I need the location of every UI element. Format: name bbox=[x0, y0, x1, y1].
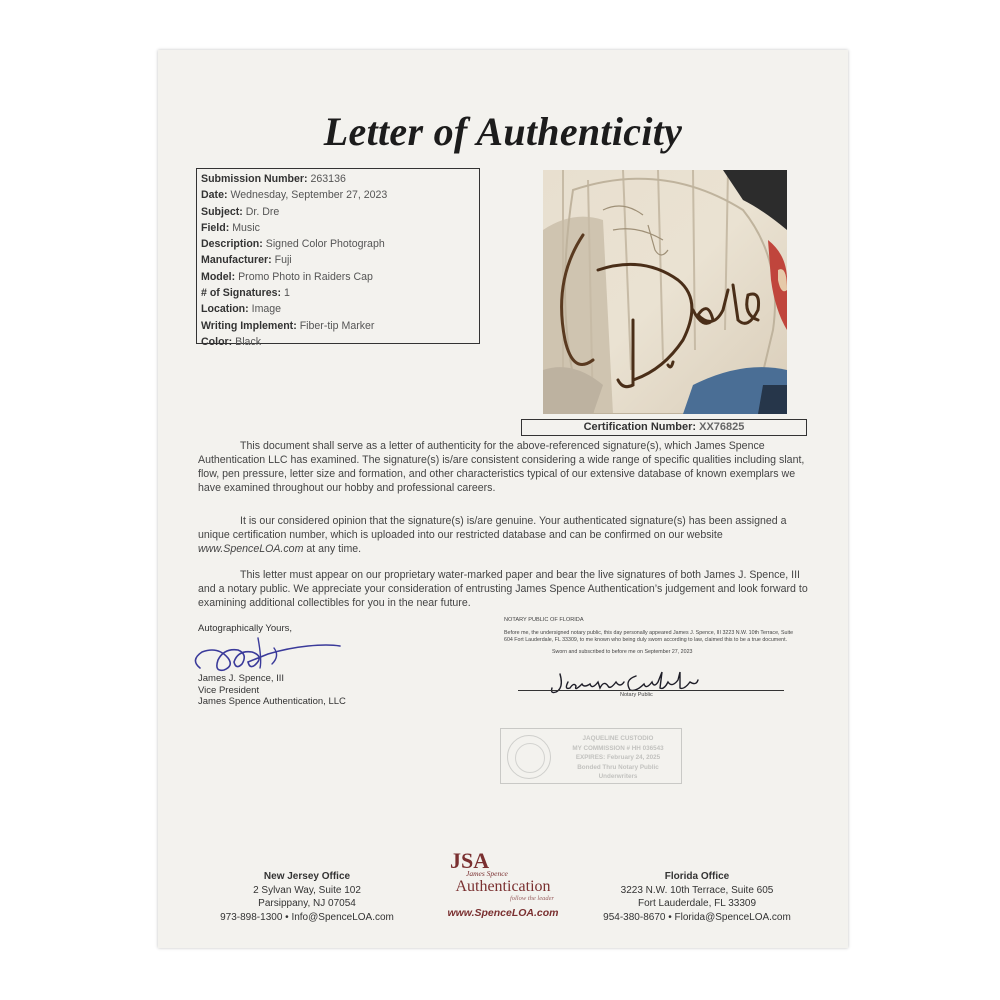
detail-row bbox=[201, 269, 475, 285]
paragraph-text: at any time. bbox=[303, 543, 362, 555]
jsa-logo-mark: JSA bbox=[450, 848, 490, 873]
letter-paper bbox=[158, 50, 848, 948]
detail-label: Model: bbox=[201, 270, 236, 283]
notary-signature-line bbox=[518, 690, 784, 691]
detail-value: Fiber-tip Marker bbox=[299, 319, 375, 332]
stamp-line: Bonded Thru Notary Public Underwriters bbox=[577, 763, 659, 780]
signer-company: James Spence Authentication, LLC bbox=[198, 696, 346, 707]
detail-label: Date: bbox=[201, 189, 228, 202]
detail-row bbox=[201, 318, 475, 334]
website-link[interactable]: www.SpenceLOA.com bbox=[198, 543, 304, 555]
detail-value: Signed Color Photograph bbox=[265, 238, 385, 251]
signer-block bbox=[198, 673, 346, 708]
office-city: Parsippany, NJ 07054 bbox=[258, 898, 356, 909]
detail-value: 263136 bbox=[310, 173, 346, 185]
detail-value: Dr. Dre bbox=[245, 205, 280, 218]
detail-value: Image bbox=[251, 303, 282, 316]
signer-name: James J. Spence, III bbox=[198, 673, 285, 684]
jsa-logo-name: James Spence bbox=[466, 869, 508, 878]
office-heading: Florida Office bbox=[664, 871, 730, 882]
office-contact: 954-380-8670 • Florida@SpenceLOA.com bbox=[603, 911, 791, 923]
closing-text: Autographically Yours, bbox=[198, 623, 293, 634]
office-heading: New Jersey Office bbox=[263, 871, 351, 882]
stamp-line: JAQUELINE CUSTODIO bbox=[582, 735, 654, 742]
detail-row bbox=[201, 301, 475, 317]
detail-label: Field: bbox=[201, 221, 230, 234]
certification-label: Certification Number: bbox=[583, 421, 697, 433]
detail-row bbox=[201, 187, 475, 203]
detail-row bbox=[201, 171, 475, 187]
detail-row bbox=[201, 252, 475, 268]
letter-title: Letter of Authenticity bbox=[323, 109, 683, 154]
detail-row bbox=[201, 334, 475, 350]
notary-stamp bbox=[500, 728, 682, 784]
stamp-line: EXPIRES: February 24, 2025 bbox=[575, 754, 661, 761]
detail-value: Black bbox=[235, 335, 262, 348]
detail-label: Location: bbox=[201, 303, 249, 316]
detail-row bbox=[201, 220, 475, 236]
detail-label: Writing Implement: bbox=[201, 319, 297, 332]
detail-value: Fuji bbox=[274, 254, 292, 267]
notary-seal-icon bbox=[507, 735, 551, 779]
jsa-logo-authentication: Authentication bbox=[455, 878, 551, 895]
paragraph-text: This letter must appear on our proprietary water-marked paper and bear the live signatures of both James J. Spence, III and a notary public. We appreciate your consideration of entrusting James Spence Authentication’s judgement and look forward to examining additional collectibles for you in the near future. bbox=[198, 569, 808, 609]
detail-row bbox=[201, 285, 475, 301]
detail-label: # of Signatures: bbox=[201, 287, 282, 300]
notary-block bbox=[504, 617, 794, 656]
notary-stamp-text bbox=[557, 734, 679, 782]
detail-value: Promo Photo in Raiders Cap bbox=[238, 270, 373, 283]
notary-public-label: Notary Public bbox=[620, 692, 653, 698]
paragraph-text: This document shall serve as a letter of authenticity for the above-referenced signature(s), which James Spence Authentication LLC has examined. The signature(s) is/are consistent considering a wide range of specific qualities including slant, flow, pen pressure, letter size and formation, and other characteristics typical of our extensive database of known exemplars we have examined throughout our hobby and professional careers. bbox=[198, 440, 805, 494]
detail-label: Description: bbox=[201, 238, 263, 251]
notary-heading: NOTARY PUBLIC OF FLORIDA bbox=[504, 617, 584, 623]
jsa-logo bbox=[428, 850, 578, 919]
paragraph-examination bbox=[198, 439, 810, 495]
office-address: 3223 N.W. 10th Terrace, Suite 605 bbox=[620, 884, 774, 896]
notary-sworn: Sworn and subscribed to before me on September 27, 2023 bbox=[552, 649, 693, 656]
paragraph-opinion bbox=[198, 514, 810, 556]
certification-number: XX76825 bbox=[699, 421, 745, 433]
detail-label: Subject: bbox=[201, 205, 243, 218]
certification-box bbox=[521, 419, 807, 436]
signer-title: Vice President bbox=[198, 684, 260, 696]
detail-value: Wednesday, September 27, 2023 bbox=[230, 189, 388, 202]
detail-value: 1 bbox=[284, 287, 290, 300]
detail-label: Submission Number: bbox=[201, 173, 308, 185]
notary-body: Before me, the undersigned notary public, this day personally appeared James J. Spence, III 3223 N.W. 10th Terrace, Suite 604 Fort Lauderdale, FL 33309, to me known who being duly sworn according to law, claimed this to be a true document. bbox=[504, 629, 794, 643]
detail-label: Manufacturer: bbox=[201, 254, 272, 267]
office-city: Fort Lauderdale, FL 33309 bbox=[637, 898, 757, 909]
detail-label: Color: bbox=[201, 335, 233, 348]
office-contact: 973-898-1300 • Info@SpenceLOA.com bbox=[220, 911, 394, 923]
notary-signature bbox=[512, 668, 722, 701]
stamp-line: MY COMMISSION # HH 036543 bbox=[572, 744, 664, 752]
new-jersey-office bbox=[192, 870, 422, 924]
website-link[interactable]: www.SpenceLOA.com bbox=[447, 907, 559, 919]
office-address: 2 Sylvan Way, Suite 102 bbox=[253, 884, 361, 896]
detail-value: Music bbox=[232, 221, 260, 234]
florida-office bbox=[582, 870, 812, 924]
signed-photo bbox=[543, 170, 787, 414]
detail-row bbox=[201, 236, 475, 252]
details-box bbox=[196, 168, 480, 348]
detail-row bbox=[201, 204, 475, 220]
paragraph-requirements bbox=[198, 568, 810, 610]
paragraph-text: It is our considered opinion that the signature(s) is/are genuine. Your authenticated signature(s) has been assigned a unique certification number, which is uploaded into our restricted database and can be confirmed on our website bbox=[198, 515, 787, 541]
signed-photo-image bbox=[543, 170, 787, 414]
jsa-logo-tagline: follow the leader bbox=[509, 895, 554, 902]
